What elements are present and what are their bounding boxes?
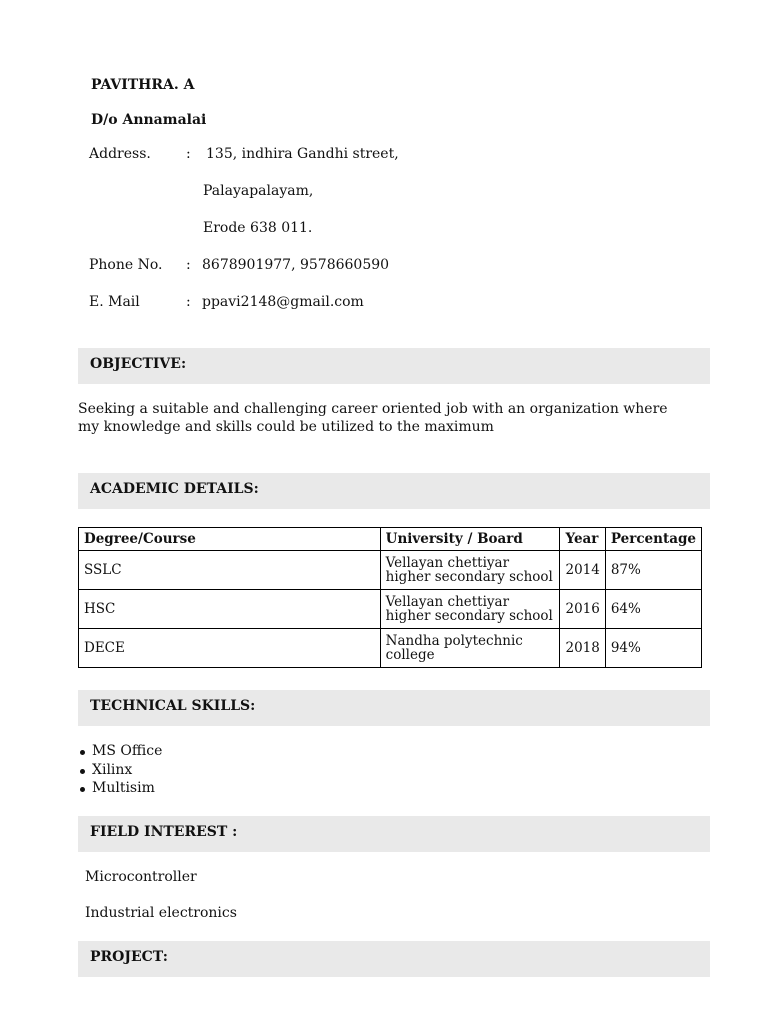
address-separator: :: [186, 146, 191, 162]
bullet-icon: [80, 750, 85, 755]
list-item: [78, 742, 162, 761]
column-header-year: Year: [560, 528, 605, 551]
interest-section-header: [78, 816, 710, 852]
academic-table: [78, 527, 702, 668]
year-cell: 2014: [560, 551, 605, 590]
interest-item: Microcontroller: [85, 869, 197, 885]
university-cell: Nandha polytechnic college: [380, 629, 560, 668]
academic-heading: ACADEMIC DETAILS:: [90, 481, 259, 497]
parent-name: D/o Annamalai: [91, 112, 207, 128]
percentage-cell: 64%: [605, 590, 701, 629]
university-cell: Vellayan chettiyar higher secondary school: [380, 590, 560, 629]
skill-label: Xilinx: [92, 761, 133, 778]
skill-label: Multisim: [92, 780, 155, 796]
objective-text: Seeking a suitable and challenging career oriented job with an organization where my knowledge and skills could be utilized to the maximum: [78, 401, 668, 435]
table-row: [79, 590, 702, 629]
skills-heading: TECHNICAL SKILLS:: [90, 698, 256, 714]
bullet-icon: [80, 787, 85, 792]
percentage-cell: 94%: [605, 629, 701, 668]
table-header-row: [79, 528, 702, 551]
objective-heading: OBJECTIVE:: [90, 356, 187, 372]
email-value: ppavi2148@gmail.com: [202, 294, 364, 310]
candidate-name: PAVITHRA. A: [91, 77, 195, 93]
project-heading: PROJECT:: [90, 949, 168, 965]
phone-label: Phone No.: [89, 257, 163, 273]
year-cell: 2016: [560, 590, 605, 629]
degree-cell: HSC: [79, 590, 381, 629]
project-section-header: [78, 941, 710, 977]
email-label: E. Mail: [89, 294, 140, 310]
table-row: [79, 629, 702, 668]
address-line-3: Erode 638 011.: [203, 220, 313, 236]
interest-item: Industrial electronics: [85, 905, 237, 921]
column-header-percentage: Percentage: [605, 528, 701, 551]
university-cell: Vellayan chettiyar higher secondary school: [380, 551, 560, 590]
column-header-university: University / Board: [380, 528, 560, 551]
skills-section-header: [78, 690, 710, 726]
degree-cell: DECE: [79, 629, 381, 668]
list-item: [78, 779, 162, 798]
address-label: Address.: [89, 146, 151, 162]
column-header-degree: Degree/Course: [79, 528, 381, 551]
academic-section-header: [78, 473, 710, 509]
phone-value: 8678901977, 9578660590: [202, 257, 390, 273]
year-cell: 2018: [560, 629, 605, 668]
objective-section-header: [78, 348, 710, 384]
address-line-1: 135, indhira Gandhi street,: [206, 146, 399, 162]
address-line-2: Palayapalayam,: [203, 183, 314, 199]
skill-label: MS Office: [92, 743, 163, 759]
table-row: [79, 551, 702, 590]
email-separator: :: [186, 294, 191, 310]
degree-cell: SSLC: [79, 551, 381, 590]
list-item: [78, 761, 162, 780]
phone-separator: :: [186, 257, 191, 273]
interest-heading: FIELD INTEREST :: [90, 824, 238, 840]
skills-list: [78, 742, 162, 798]
percentage-cell: 87%: [605, 551, 701, 590]
bullet-icon: [80, 769, 85, 774]
